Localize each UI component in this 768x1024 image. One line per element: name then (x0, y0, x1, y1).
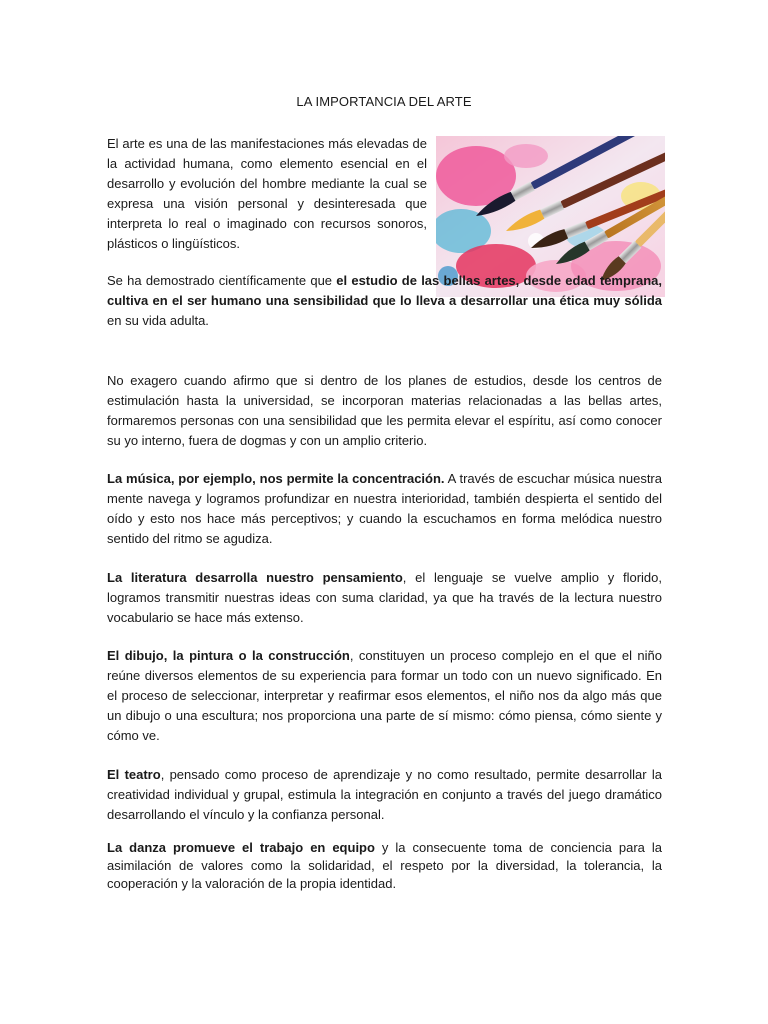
paragraph-2 (107, 271, 662, 331)
paragraph-7 (107, 765, 662, 825)
paragraph-5-post: , el lenguaje se vuelve amplio y florido, logramos transmitir nuestras ideas con suma claridad, ya que ha través de la lectura nuestro vocabulario se hace más extenso. (107, 570, 662, 625)
paragraph-2-pre: Se ha demostrado científicamente que (107, 273, 337, 288)
paragraph-6 (107, 646, 662, 746)
document-title: LA IMPORTANCIA DEL ARTE (296, 94, 472, 109)
paragraph-7-bold: El teatro (107, 767, 161, 782)
paragraph-5 (107, 568, 662, 628)
paragraph-2-bold: el estudio de las bellas artes, desde edad temprana, cultiva en el ser humano una sensibilidad que lo lleva a desarrollar una ética muy sólida (107, 273, 662, 308)
paragraph-7-post: , pensado como proceso de aprendizaje y no como resultado, permite desarrollar la creatividad individual y grupal, estimula la integración en conjunto a través del juego dramático desarrollando el vínculo y la confianza personal. (107, 767, 662, 822)
paragraph-6-post: , constituyen un proceso complejo en el que el niño reúne diversos elementos de su experiencia para formar un todo con un nuevo significado. En el proceso de seleccionar, interpretar y reafirmar esos elementos, el niño nos da algo más que un dibujo o una escultura; nos proporciona una parte de sí mismo: cómo piensa, cómo siente y cómo ve. (107, 648, 662, 743)
paragraph-3 (107, 371, 662, 451)
paragraph-1 (107, 134, 427, 254)
paragraph-1-text: El arte es una de las manifestaciones más elevadas de la actividad humana, como elemento esencial en el desarrollo y evolución del hombre mediante la cual se expresa una visión personal y desinteresada que interpreta lo real o imaginado con recursos sonoros, plásticos o lingüísticos. (107, 136, 427, 251)
paragraph-8-post: y la consecuente toma de conciencia para la asimilación de valores como la solidaridad, el respeto por la diversidad, la tolerancia, la cooperación y la valoración de la propia identidad. (107, 840, 662, 891)
paragraph-6-bold: El dibujo, la pintura o la construcción (107, 648, 350, 663)
paragraph-4 (107, 469, 662, 549)
paragraph-8 (107, 839, 662, 893)
paragraph-2-post: en su vida adulta. (107, 313, 209, 328)
paragraph-8-bold: La danza promueve el trabajo en equipo (107, 840, 375, 855)
paragraph-5-bold: La literatura desarrolla nuestro pensamiento (107, 570, 403, 585)
paragraph-4-post: A través de escuchar música nuestra mente navega y logramos profundizar en nuestra interioridad, también despierta el sentido del oído y esto nos hace más perceptivos; y cuando la escuchamos en forma melódica nuestro sentido del ritmo se agudiza. (107, 471, 662, 546)
paragraph-4-bold: La música, por ejemplo, nos permite la concentración. (107, 471, 445, 486)
paragraph-3-text: No exagero cuando afirmo que si dentro de los planes de estudios, desde los centros de estimulación hasta la universidad, se incorporan materias relacionadas a las bellas artes, formaremos personas con una sensibilidad que les permita elevar el espíritu, así como conocer su yo interno, fuera de dogmas y con un amplio criterio. (107, 373, 662, 448)
